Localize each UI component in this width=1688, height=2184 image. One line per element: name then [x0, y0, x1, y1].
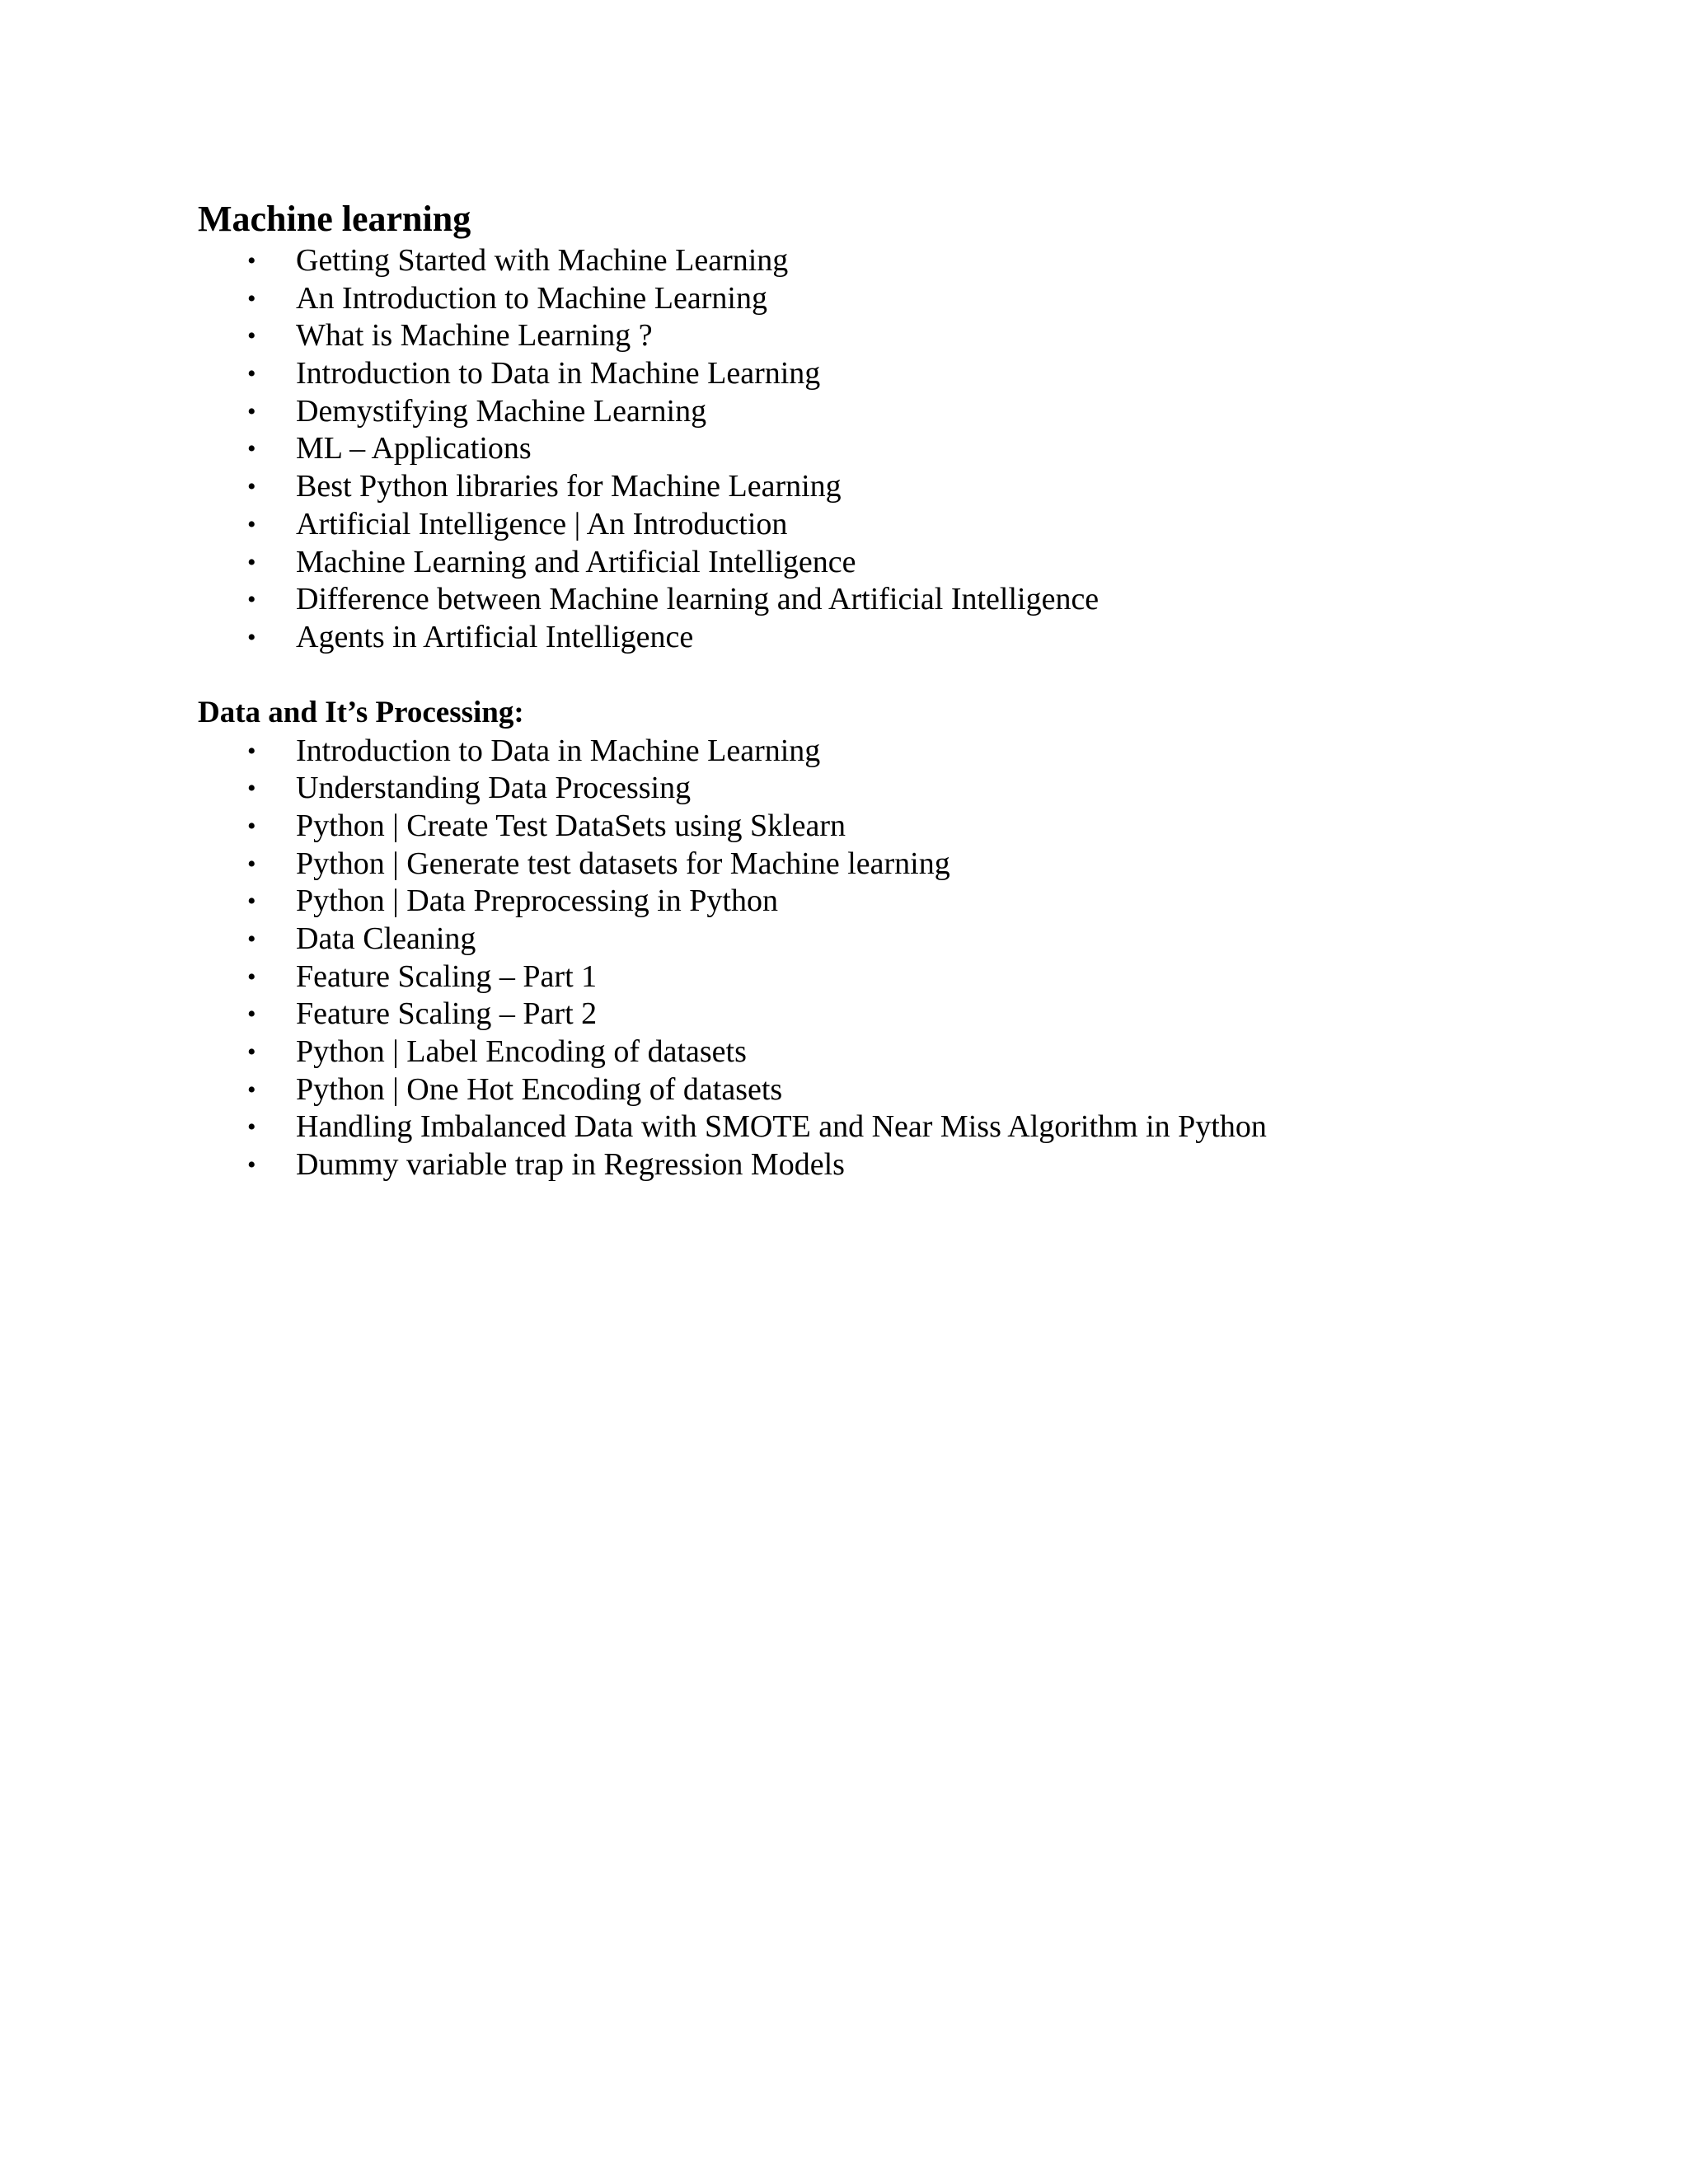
bullet-icon: •	[247, 1038, 256, 1066]
bullet-icon: •	[247, 284, 256, 312]
list-item-text: Difference between Machine learning and Artificial Intelligence	[296, 582, 1100, 617]
machine-learning-topic-list	[198, 242, 1599, 657]
bullet-icon: •	[247, 1151, 256, 1179]
list-item-text: Introduction to Data in Machine Learning	[296, 356, 821, 391]
bullet-icon: •	[247, 322, 256, 350]
list-item-text: Python | One Hot Encoding of datasets	[296, 1071, 783, 1107]
list-item-text: Feature Scaling – Part 2	[296, 996, 598, 1032]
list-item-text: Machine Learning and Artificial Intelligence	[296, 544, 856, 579]
list-item	[198, 280, 1599, 318]
bullet-icon: •	[247, 360, 256, 388]
list-item	[198, 808, 1599, 846]
list-item-text: An Introduction to Machine Learning	[296, 280, 767, 316]
list-item	[198, 921, 1599, 958]
list-item	[198, 958, 1599, 996]
bullet-icon: •	[247, 473, 256, 501]
section-heading-machine-learning: Machine learning	[198, 199, 471, 239]
bullet-icon: •	[247, 888, 256, 916]
bullet-icon: •	[247, 812, 256, 840]
data-processing-topic-list	[198, 733, 1599, 1184]
bullet-icon: •	[247, 397, 256, 425]
list-item	[198, 733, 1599, 771]
list-item	[198, 317, 1599, 355]
list-item-text: Feature Scaling – Part 1	[296, 958, 598, 994]
list-item	[198, 996, 1599, 1033]
bullet-icon: •	[247, 850, 256, 878]
bullet-icon: •	[247, 963, 256, 991]
list-item	[198, 430, 1599, 468]
list-item-text: Best Python libraries for Machine Learning	[296, 469, 842, 504]
bullet-icon: •	[247, 623, 256, 651]
bullet-icon: •	[247, 926, 256, 953]
list-item-text: Python | Generate test datasets for Machine learning	[296, 846, 950, 881]
list-item-text: Agents in Artificial Intelligence	[296, 619, 694, 654]
section-heading-data-processing: Data and It’s Processing:	[198, 695, 524, 729]
list-item-text: Data Cleaning	[296, 921, 476, 956]
bullet-icon: •	[247, 247, 256, 274]
list-item	[198, 355, 1599, 393]
list-item	[198, 1108, 1599, 1146]
bullet-icon: •	[247, 548, 256, 576]
list-item-text: Demystifying Machine Learning	[296, 393, 707, 429]
list-item	[198, 544, 1599, 582]
list-item-text: Artificial Intelligence | An Introduction	[296, 506, 788, 541]
list-item-text: What is Machine Learning ?	[296, 318, 653, 354]
list-item	[198, 1071, 1599, 1109]
list-item	[198, 506, 1599, 544]
bullet-icon: •	[247, 435, 256, 463]
list-item	[198, 619, 1599, 657]
list-item	[198, 1146, 1599, 1184]
list-item-text: Handling Imbalanced Data with SMOTE and Near Miss Algorithm in Python	[296, 1109, 1267, 1145]
bullet-icon: •	[247, 1113, 256, 1141]
list-item	[198, 581, 1599, 619]
list-item-text: Introduction to Data in Machine Learning	[296, 733, 821, 768]
bullet-icon: •	[247, 586, 256, 614]
list-item-text: ML – Applications	[296, 431, 532, 466]
list-item	[198, 393, 1599, 431]
list-item	[198, 468, 1599, 506]
list-item	[198, 846, 1599, 883]
document-content	[198, 196, 1599, 1184]
list-item-text: Dummy variable trap in Regression Models	[296, 1147, 845, 1183]
bullet-icon: •	[247, 775, 256, 803]
bullet-icon: •	[247, 1076, 256, 1104]
list-item	[198, 883, 1599, 921]
list-item-text: Getting Started with Machine Learning	[296, 243, 789, 278]
section-spacer	[198, 657, 1599, 693]
list-item-text: Python | Label Encoding of datasets	[296, 1034, 747, 1070]
list-item	[198, 770, 1599, 808]
list-item-text: Understanding Data Processing	[296, 771, 692, 806]
bullet-icon: •	[247, 510, 256, 538]
bullet-icon: •	[247, 737, 256, 765]
list-item	[198, 242, 1599, 280]
list-item	[198, 1033, 1599, 1071]
bullet-icon: •	[247, 1001, 256, 1029]
list-item-text: Python | Data Preprocessing in Python	[296, 883, 778, 919]
list-item-text: Python | Create Test DataSets using Sklearn	[296, 808, 846, 843]
